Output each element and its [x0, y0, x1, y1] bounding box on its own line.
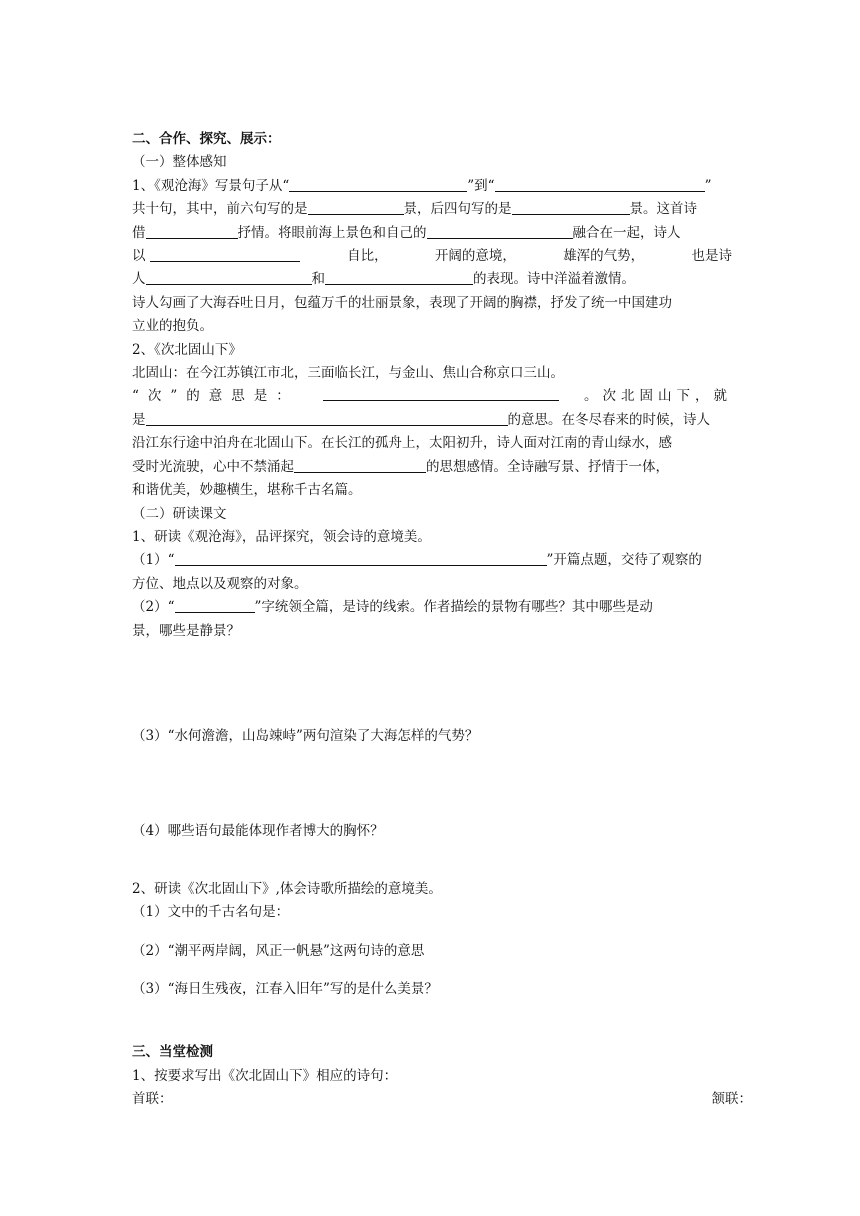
answer-space[interactable] [132, 925, 732, 940]
answer-blank[interactable] [512, 199, 630, 215]
study-1-q1: （1）“ ”开篇点题，交待了观察的 [132, 552, 702, 569]
q2-line-1: “次”的意思是： 。次北固山下，就 [132, 385, 732, 408]
test-q1: 1、按要求写出《次北固山下》相应的诗句： [132, 1067, 398, 1084]
q2-line-2: 是 的意思。在冬尽春来的时候，诗人 [132, 411, 710, 428]
answer-space[interactable] [132, 643, 732, 725]
answer-blank[interactable] [495, 176, 705, 192]
first-couplet-label: 首联： [132, 1091, 173, 1108]
answer-blank[interactable] [289, 176, 467, 192]
second-couplet-label: 颔联： [711, 1091, 752, 1108]
subheading-study: （二）研读课文 [132, 505, 227, 522]
answer-blank[interactable] [146, 223, 238, 239]
q1-line-3: 借 抒情。将眼前海上景色和自己的 融合在一起，诗人 [132, 224, 681, 241]
answer-blank[interactable] [146, 410, 508, 426]
study-2-q2: （2）“潮平两岸阔，风正一帆悬”这两句诗的意思 [132, 942, 425, 959]
q1-line-5: 人 和 的表现。诗中洋溢着激情。 [132, 271, 635, 288]
q1-line-4: 以 自比， 开阔的意境， 雄浑的气势， 也是诗 [132, 248, 732, 265]
answer-space[interactable] [132, 748, 732, 820]
q2-title: 2、《次北固山下》 [132, 341, 242, 358]
study-2-title: 2、研读《次北固山下》,体会诗歌所描绘的意境美。 [132, 880, 442, 897]
study-2-q3: （3）“海日生残夜，江春入旧年”写的是什么美景？ [132, 980, 438, 997]
answer-space[interactable] [132, 963, 732, 978]
q1-summary-1: 诗人勾画了大海吞吐日月，包蕴万千的壮丽景象，表现了开阔的胸襟，抒发了统一中国建功 [132, 294, 672, 311]
subheading-overview: （一）整体感知 [132, 154, 227, 171]
study-1-q4: （4）哪些语句最能体现作者博大的胸怀？ [132, 823, 384, 840]
answer-blank[interactable] [175, 597, 255, 613]
answer-blank[interactable] [175, 550, 547, 566]
answer-blank[interactable] [323, 385, 559, 401]
study-2-q1: （1）文中的千古名句是： [132, 904, 290, 921]
study-1-q2-cont: 景，哪些是静景？ [132, 622, 240, 639]
q2-line-5: 和谐优美，妙趣横生，堪称千古名篇。 [132, 482, 362, 499]
q1-line-2: 共十句，其中，前六句写的是 景，后四句写的是 景。这首诗 [132, 201, 697, 218]
test-q1-couplets [132, 1088, 752, 1111]
answer-blank[interactable] [427, 223, 573, 239]
study-1-title: 1、研读《观沧海》，品评探究，领会诗的意境美。 [132, 528, 431, 545]
answer-blank[interactable] [308, 199, 404, 215]
section-heading-3: 三、当堂检测 [132, 1044, 213, 1061]
section-heading-2: 二、合作、探究、展示： [132, 131, 281, 147]
q2-note: 北固山：在今江苏镇江市北，三面临长江，与金山、焦山合称京口三山。 [132, 365, 564, 382]
q2-line-4: 受时光流驶，心中不禁涌起 的思想感情。全诗融写景、抒情于一体， [132, 458, 669, 475]
answer-space[interactable] [132, 844, 732, 878]
study-1-q2: （2）“ ”字统领全篇，是诗的线索。作者描绘的景物有哪些？其中哪些是动 [132, 599, 653, 616]
worksheet [132, 128, 752, 1112]
answer-blank[interactable] [325, 269, 473, 285]
answer-blank[interactable] [294, 457, 426, 473]
answer-space[interactable] [132, 1001, 732, 1041]
study-1-q3: （3）“水何澹澹，山岛竦峙”两句渲染了大海怎样的气势？ [132, 727, 479, 744]
q1-line-1: 1、《观沧海》写景句子从“ ”到“ ” [132, 177, 712, 194]
q1-summary-2: 立业的抱负。 [132, 318, 213, 335]
study-1-q1-cont: 方位、地点以及观察的对象。 [132, 575, 308, 592]
answer-blank[interactable] [150, 246, 300, 262]
q2-line-3: 沿江东行途中泊舟在北固山下。在长江的孤舟上，太阳初升，诗人面对江南的青山绿水，感 [132, 435, 672, 452]
answer-blank[interactable] [146, 269, 312, 285]
